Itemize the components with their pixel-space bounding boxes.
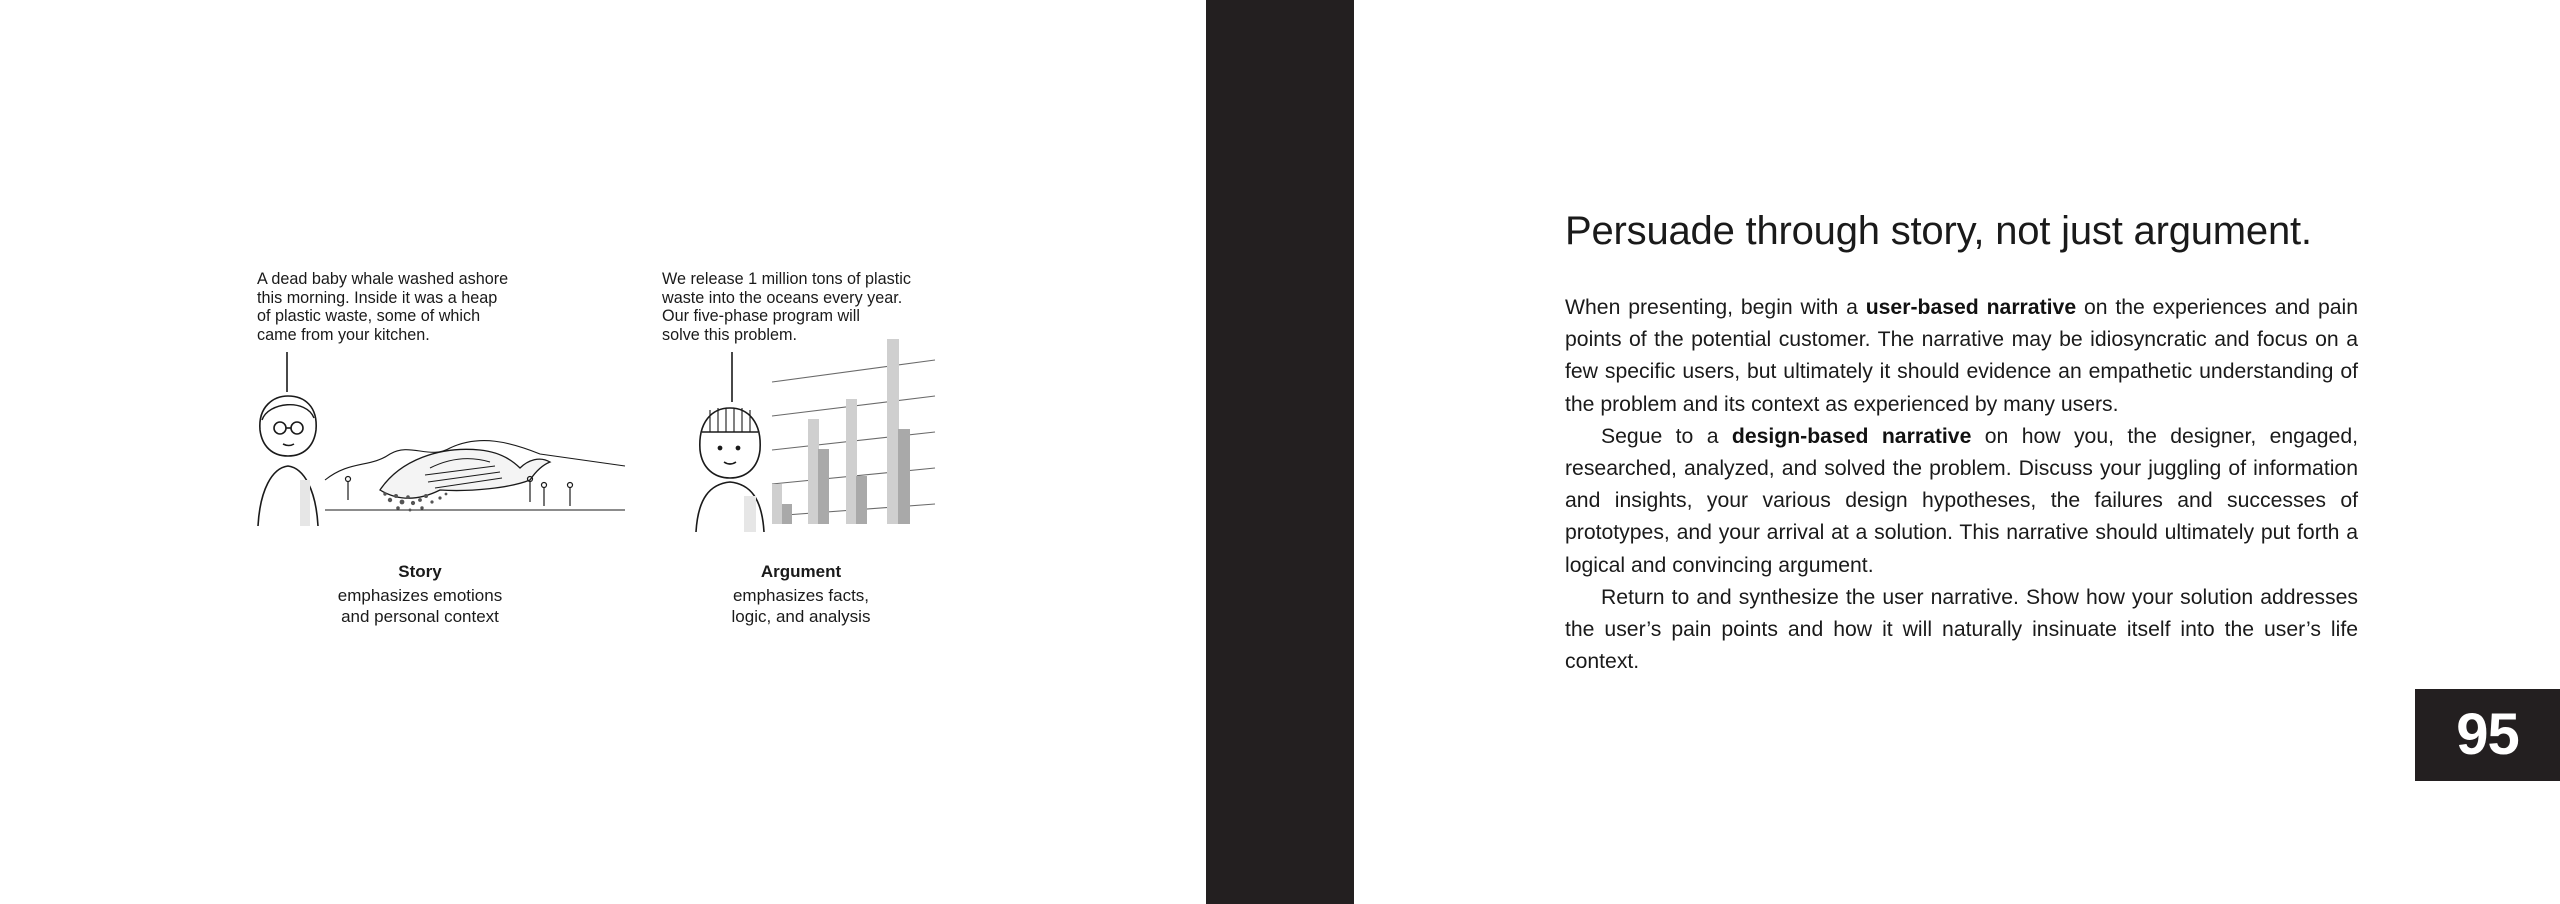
p2-text: Segue to a — [1601, 424, 1732, 448]
person-story-icon — [258, 396, 318, 526]
p1-text-rest: on the experiences and pain points of the potential customer. The narrative may be idiosyncratic and focus on a few specific users, but ultimately it should evidence an empathetic understanding of the problem and its context as experienced by many users. — [1565, 296, 2358, 416]
story-caption-line: and personal context — [341, 607, 499, 626]
whale-scene-icon — [325, 441, 625, 512]
argument-illustration — [690, 300, 940, 540]
chart-bar — [772, 484, 782, 524]
story-caption — [300, 561, 540, 627]
chart-bar — [856, 476, 867, 524]
chart-bar — [887, 339, 899, 524]
person-argument-icon — [696, 408, 764, 532]
paragraph-1 — [1565, 292, 2358, 421]
argument-bubble-line: Our five-phase program will — [662, 307, 860, 325]
argument-caption-line: logic, and analysis — [731, 607, 871, 626]
story-bubble-line: A dead baby whale washed ashore — [257, 270, 509, 288]
story-bubble-text — [257, 270, 508, 344]
story-illustration — [250, 350, 630, 535]
story-bubble-line: this morning. Inside it was a heap — [257, 288, 498, 307]
chart-bar — [846, 399, 857, 524]
chart-bar — [898, 429, 910, 524]
p1-text: When presenting, begin with a — [1565, 296, 1866, 319]
page-heading: Persuade through story, not just argument. — [1565, 209, 2312, 253]
p1-emphasis: user-based narrative — [1865, 296, 2077, 319]
page-number-tab: 95 — [2415, 689, 2560, 781]
argument-caption-line: emphasizes facts, — [732, 586, 870, 605]
p2-emphasis: design-based narrative — [1731, 424, 1972, 448]
paragraph-2 — [1565, 421, 2358, 582]
story-bubble-line: of plastic waste, some of which — [257, 307, 481, 325]
story-bubble-line: came from your kitchen. — [257, 325, 430, 344]
story-caption-title: Story — [398, 562, 442, 581]
chart-bar — [818, 449, 829, 524]
right-page — [1354, 0, 2560, 904]
argument-caption — [681, 561, 921, 627]
argument-bubble-line: waste into the oceans every year. — [662, 288, 903, 307]
argument-bubble-line: solve this problem. — [662, 325, 797, 344]
paragraph-3: Return to and synthesize the user narrative. Show how your solution addresses the user’s pain points and how it will naturally insinuate itself into the user’s life context. — [1565, 585, 2358, 674]
argument-caption-title: Argument — [760, 562, 842, 581]
chart-bar — [808, 419, 819, 524]
bar-chart-icon — [772, 339, 910, 524]
p2-text-rest: on how you, the designer, engaged, researched, analyzed, and solved the problem. Discuss your juggling of information and insights, your various design hypotheses, the failures and successes of prototypes, and your arrival at a solution. This narrative should ultimately put forth a logical and convincing argument. — [1565, 424, 2358, 577]
left-page — [0, 0, 1206, 904]
chart-bar — [782, 504, 792, 524]
body-text — [1565, 292, 2358, 678]
story-caption-line: emphasizes emotions — [337, 586, 503, 605]
book-gutter — [1206, 0, 1354, 904]
argument-bubble-line: We release 1 million tons of plastic — [662, 270, 911, 288]
